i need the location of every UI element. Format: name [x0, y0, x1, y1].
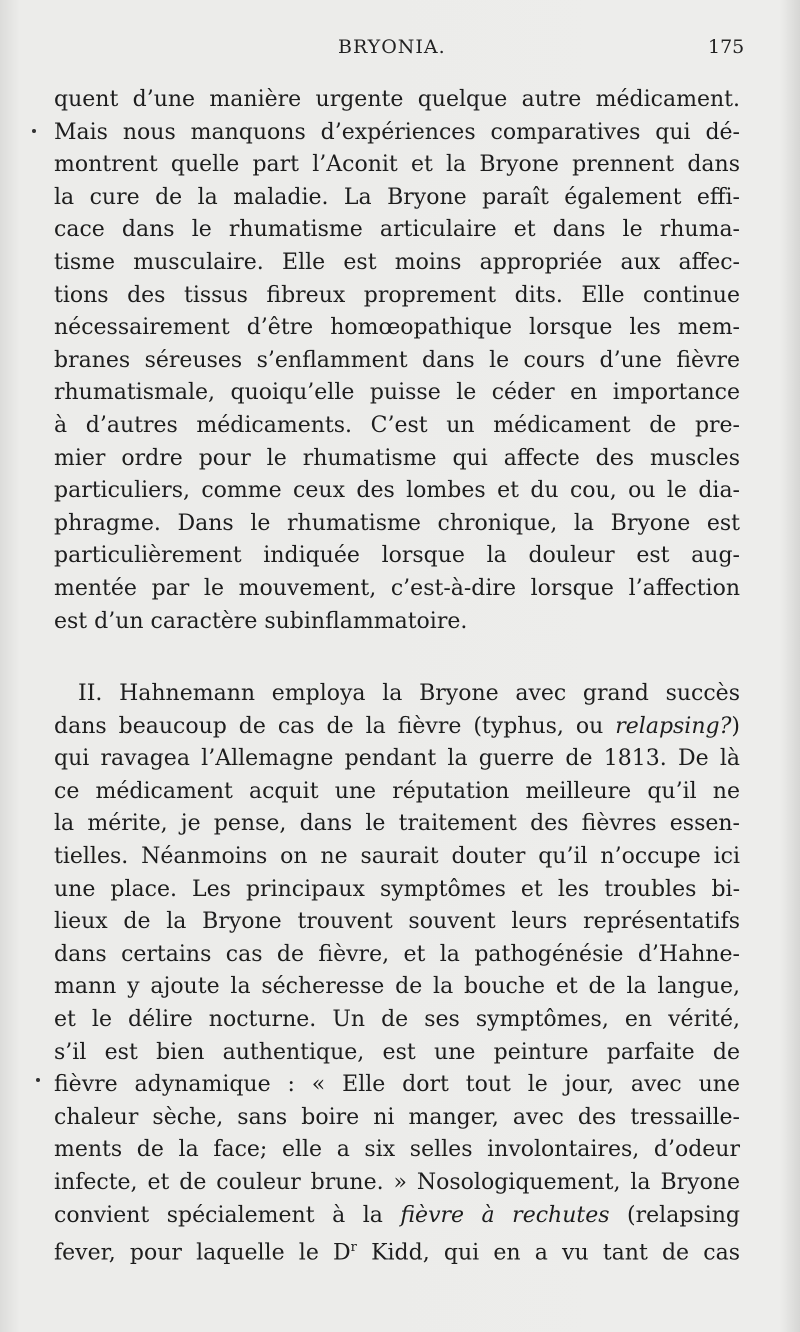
text-line: à d’autres médicaments. C’est un médicament de pre-: [54, 413, 740, 438]
text-line: dans certains cas de fièvre, et la pathogénésie d’Hahne-: [54, 941, 740, 967]
text-line: ce médicament acquit une réputation meilleure qu’il ne: [54, 778, 740, 804]
text-line: II. Hahnemann employa la Bryone avec grand succès: [78, 681, 740, 706]
text-line: lieux de la Bryone trouvent souvent leurs représentatifs: [54, 909, 740, 935]
text-line: Mais nous manquons d’expériences comparatives qui dé-: [54, 119, 740, 145]
text-line: mann y ajoute la sécheresse de la bouche et de la langue,: [54, 974, 740, 1000]
italic-term: relapsing?: [615, 713, 732, 739]
text-line: fièvre adynamique : « Elle dort tout le jour, avec une: [54, 1072, 740, 1098]
text-line: cace dans le rhumatisme articulaire et dans le rhuma-: [54, 217, 740, 243]
text-line: la cure de la maladie. La Bryone paraît également effi-: [54, 184, 740, 210]
text-line: est d’un caractère subinflammatoire.: [54, 608, 468, 634]
text-line: branes séreuses s’enflamment dans le cours d’une fièvre: [54, 347, 740, 373]
text-run: ): [731, 713, 740, 739]
text-line: [54, 711, 740, 745]
text-line: quent d’une manière urgente quelque autre médicament.: [54, 87, 740, 112]
text-line: s’il est bien authentique, est une peinture parfaite de: [54, 1039, 740, 1065]
text-line: la mérite, je pense, dans le traitement des fièvres essen-: [54, 811, 740, 837]
italic-term: fièvre à rechutes: [400, 1202, 610, 1228]
text-run: dans beaucoup de cas de la fièvre (typhus, ou: [54, 713, 616, 739]
text-line: [54, 1200, 740, 1234]
ink-speck: [36, 1078, 40, 1082]
ink-speck: [32, 129, 36, 133]
text-line: particulièrement indiquée lorsque la douleur est aug-: [54, 543, 740, 569]
text-line: tions des tissus fibreux proprement dits. Elle continue: [54, 282, 740, 308]
text-line: une place. Les principaux symptômes et les troubles bi-: [54, 876, 740, 902]
text-line: mier ordre pour le rhumatisme qui affecte des muscles: [54, 445, 740, 471]
text-line: rhumatismale, quoiqu’elle puisse le céder en importance: [54, 380, 740, 406]
text-line: mentée par le mouvement, c’est-à-dire lorsque l’affection: [54, 576, 740, 601]
text-line: tisme musculaire. Elle est moins appropriée aux affec-: [54, 250, 740, 275]
text-run: convient spécialement à la: [54, 1202, 401, 1228]
text-line: et le délire nocturne. Un de ses symptômes, en vérité,: [54, 1007, 740, 1032]
text-line: nécessairement d’être homœopathique lorsque les mem-: [54, 315, 740, 341]
superscript: r: [350, 1240, 357, 1256]
text-line: chaleur sèche, sans boire ni manger, avec des tressaille-: [54, 1104, 740, 1130]
text-line: [54, 1232, 740, 1266]
text-line: ments de la face; elle a six selles involontaires, d’odeur: [54, 1137, 740, 1163]
text-line: phragme. Dans le rhumatisme chronique, la Bryone est: [54, 510, 740, 536]
running-header: [0, 36, 800, 66]
text-line: infecte, et de couleur brune. » Nosologiquement, la Bryone: [54, 1170, 740, 1195]
text-line: qui ravagea l’Allemagne pendant la guerre de 1813. De là: [54, 746, 740, 772]
text-run: fever, pour laquelle le D: [54, 1240, 351, 1266]
text-line: particuliers, comme ceux des lombes et du cou, ou le dia-: [54, 478, 740, 504]
text-line: tielles. Néanmoins on ne saurait douter qu’il n’occupe ici: [54, 844, 740, 869]
running-title: BRYONIA.: [338, 36, 446, 58]
text-line: montrent quelle part l’Aconit et la Bryone prennent dans: [54, 152, 740, 178]
text-run: Kidd, qui en a vu tant de cas: [356, 1240, 740, 1266]
text-run: (relapsing: [609, 1202, 740, 1228]
page-number: 175: [708, 36, 745, 58]
